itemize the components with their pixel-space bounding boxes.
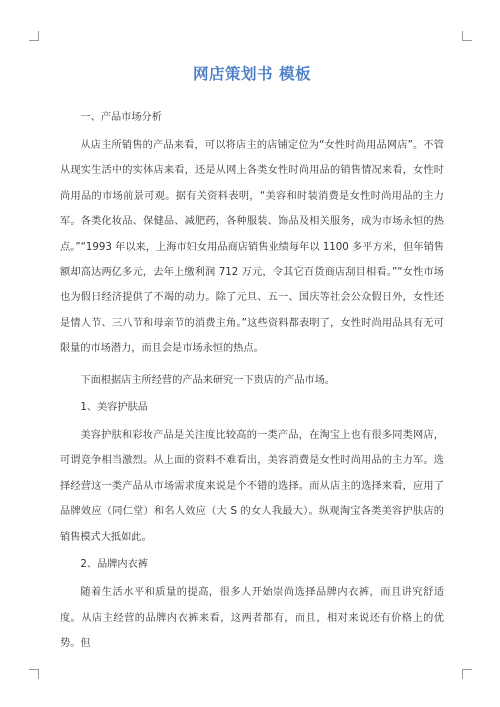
crop-mark-bottom-right [462, 669, 472, 679]
section-heading-market-analysis: 一、产品市场分析 [80, 112, 162, 123]
crop-mark-top-left [29, 31, 39, 41]
crop-mark-bottom-left [29, 669, 39, 679]
paragraph-transition: 下面根据店主所经营的产品来研究一下贵店的产品市场。 [80, 374, 336, 386]
paragraph-brand-underwear: 随着生活水平和质量的提高，很多人开始崇尚选择品牌内衣裤，而且讲究舒适度。从店主经营的品牌内衣裤来看，这两者都有，而且，相对来说还有价格上的优势。但 [60, 587, 444, 649]
subheading-brand-underwear: 2、品牌内衣裤 [80, 559, 148, 571]
document-title: 网店策划书 模板 [193, 65, 311, 83]
crop-mark-top-right [462, 31, 472, 41]
subheading-beauty-skincare: 1、美容护肤品 [80, 402, 148, 414]
paragraph-market-overview: 从店主所销售的产品来看，可以将店主的店铺定位为“女性时尚用品网店”。不管从现实生活中的实体店来看，还是从网上各类女性时尚用品的销售情况来看，女性时尚用品的市场前景可观。据有关资料表明，“美容和时装消费是女性时尚用品的主力军。各类化妆品、保健品、减肥药，各种服装、饰品及相关服务，成为市场永恒的热点。”“1993 年以来，上海市妇女用品商店销售业绩每年以 1100 多平方米，但年销售额却高达两亿多元，去年上缴利润 712 万元，令其它百货商店刮目相看。”“女性市场也为假日经济提供了不竭的动力。除了元旦、五一、国庆等社会公众假日外，女性还是情人节、三八节和母亲节的消费主角。”这些资料都表明了，女性时尚用品具有无可限量的市场潜力，而且会是市场永恒的热点。 [60, 140, 444, 355]
paragraph-beauty-skincare: 美容护肤和彩妆产品是关注度比较高的一类产品，在淘宝上也有很多同类网店，可谓竞争相当激烈。从上面的资料不难看出，美容消费是女性时尚用品的主力军。选择经营这一类产品从市场需求度来说是个不错的选择。而从店主的选择来看，应用了品牌效应（同仁堂）和名人效应（大 S 的女人我最大）。纵观淘宝各类美容护肤店的销售模式大抵如此。 [60, 430, 444, 543]
document-body [60, 62, 444, 656]
